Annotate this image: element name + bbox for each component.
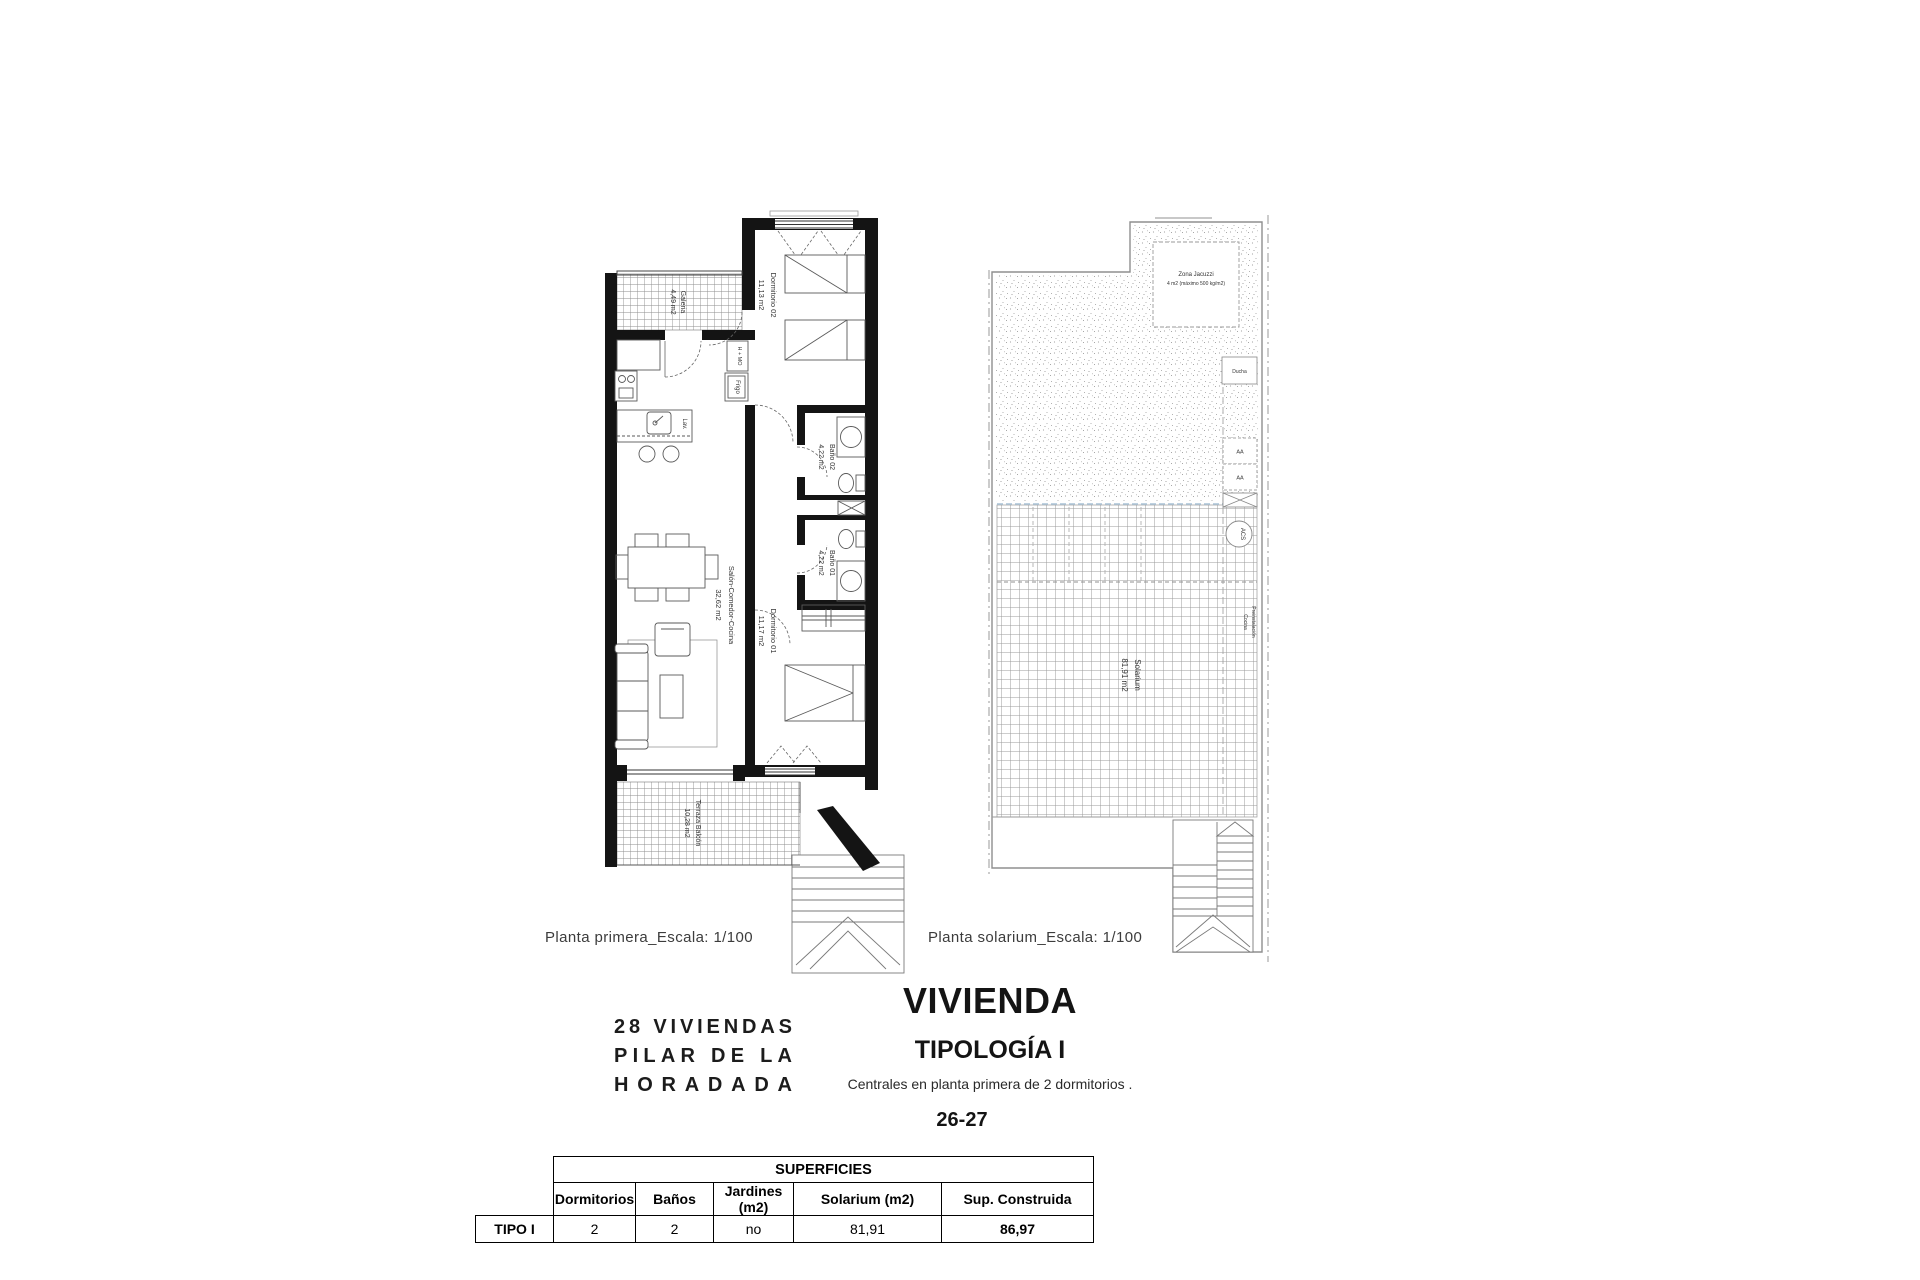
label-dorm02-area: 11,13 m2 <box>757 279 766 311</box>
floorplan-planta-solarium <box>965 175 1305 985</box>
type-description: Centrales en planta primera de 2 dormitorios . <box>847 1076 1133 1092</box>
value-sup-construida: 86,97 <box>942 1216 1094 1243</box>
floorplan-planta-primera <box>595 165 915 985</box>
preinstalacion-label: Preinstalación <box>1250 606 1256 638</box>
value-banos: 2 <box>636 1216 714 1243</box>
label-bano01: Baño 01 <box>828 549 835 577</box>
value-dormitorios: 2 <box>554 1216 636 1243</box>
col-jardines: Jardines (m2) <box>714 1183 794 1216</box>
label-solarium: Solarium <box>1133 659 1142 691</box>
ducha-label: Ducha <box>1232 369 1247 375</box>
staircase <box>792 855 904 973</box>
table-spacer <box>476 1183 554 1216</box>
aa-label-1: AA <box>1236 449 1244 456</box>
heading-vivienda: VIVIENDA <box>902 980 1078 1021</box>
label-bano01-area: 4,22 m2 <box>817 550 824 576</box>
table-title-row <box>476 1157 1094 1183</box>
table-data-row <box>476 1216 1094 1243</box>
table-spacer <box>476 1157 554 1183</box>
label-hmo: H + MO <box>736 346 742 366</box>
project-line-1: 2 8 V I V I E N D A S <box>614 1016 792 1038</box>
value-jardines: no <box>714 1216 794 1243</box>
window-dorm01 <box>765 746 821 775</box>
unit-numbers: 26-27 <box>936 1109 988 1131</box>
project-title <box>614 1013 792 1100</box>
label-galeria: Galeria <box>679 290 686 314</box>
preinstalacion-label-2: Cocina <box>1242 614 1248 630</box>
label-bano02-area: 4,22 m2 <box>817 444 824 470</box>
label-salon: Salón-Comedor-Cocina <box>727 565 736 645</box>
terraza-tiles <box>617 782 800 865</box>
label-terraza: Terraza Balcón <box>694 799 701 847</box>
heading-tipologia: TIPOLOGÍA I <box>914 1036 1066 1064</box>
label-salon-area: 32,62 m2 <box>714 589 723 621</box>
col-solarium: Solarium (m2) <box>794 1183 942 1216</box>
label-bano02: Baño 02 <box>828 443 835 471</box>
label-dorm01: Dormitorio 01 <box>769 608 778 654</box>
caption-planta-solarium: Planta solarium_Escala: 1/100 <box>928 929 1143 946</box>
acs-unit <box>1226 521 1252 547</box>
project-line-2: P I L A R D E L A <box>614 1045 792 1067</box>
table-header-row <box>476 1183 1094 1216</box>
row-label-tipo-i: TIPO I <box>476 1216 554 1243</box>
col-banos: Baños <box>636 1183 714 1216</box>
label-dorm01-area: 11,17 m2 <box>757 615 766 647</box>
caption-planta-primera: Planta primera_Escala: 1/100 <box>545 929 753 946</box>
label-lav: Lav. <box>681 418 687 430</box>
label-solarium-area: 81,91 m2 <box>1120 658 1129 692</box>
aa-label-2: AA <box>1236 475 1244 482</box>
table-title: SUPERFICIES <box>554 1157 1094 1183</box>
superficies-table <box>475 1156 1094 1243</box>
label-frigo: Frigo <box>734 380 740 394</box>
jacuzzi-spec: 4 m2 (máximo 500 kg/m2) <box>1166 281 1226 287</box>
label-terraza-area: 10,28 m2 <box>683 808 690 838</box>
col-sup-construida: Sup. Construida <box>942 1183 1094 1216</box>
acs-label: ACS <box>1239 527 1245 541</box>
staircase-solarium <box>1173 820 1253 952</box>
project-line-3: H O R A D A D A <box>614 1074 792 1096</box>
label-dorm02: Dormitorio 02 <box>769 272 778 318</box>
value-solarium: 81,91 <box>794 1216 942 1243</box>
jacuzzi-label: Zona Jacuzzi <box>1178 272 1214 278</box>
type-heading-block <box>830 982 1150 1132</box>
jacuzzi-zone <box>1153 242 1239 327</box>
window-salon-terraza <box>627 770 733 774</box>
label-galeria-area: 4,49 m2 <box>669 289 676 315</box>
col-dormitorios: Dormitorios <box>554 1183 636 1216</box>
